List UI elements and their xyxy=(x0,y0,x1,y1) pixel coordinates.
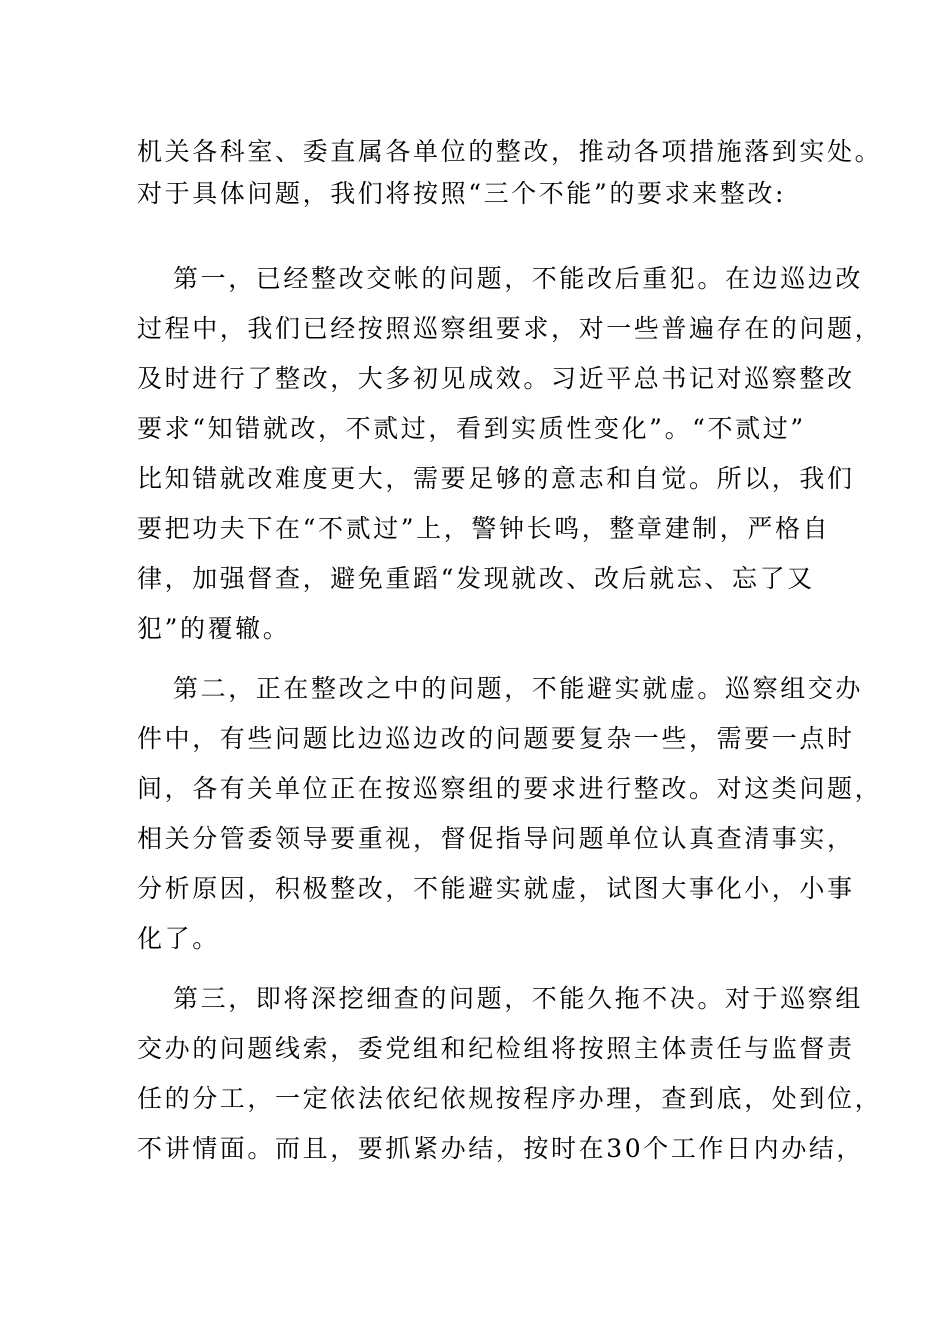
text-line: 犯”的覆辙。 xyxy=(137,614,291,643)
text-line: 不讲情面。而且，要抓紧办结，按时在30个工作日内办结， xyxy=(137,1134,865,1163)
text-line: 比知错就改难度更大，需要足够的意志和自觉。所以，我们 xyxy=(137,464,855,493)
text-line: 对于具体问题，我们将按照“三个不能”的要求来整改: xyxy=(137,179,786,208)
text-line: 机关各科室、委直属各单位的整改，推动各项措施落到实处。 xyxy=(137,137,883,166)
text-line: 化了。 xyxy=(137,924,220,953)
text-line: 任的分工，一定依法依纪依规按程序办理，查到底，处到位， xyxy=(137,1084,883,1113)
text-line: 过程中，我们已经按照巡察组要求，对一些普遍存在的问题， xyxy=(137,314,883,343)
paragraph-3-first-line: 第三，即将深挖细查的问题，不能久拖不决。对于巡察组 xyxy=(173,984,864,1013)
text-line: 件中，有些问题比边巡边改的问题要复杂一些，需要一点时 xyxy=(137,724,855,753)
text-line: 及时进行了整改，大多初见成效。习近平总书记对巡察整改 xyxy=(137,364,855,393)
text-line: 间，各有关单位正在按巡察组的要求进行整改。对这类问题， xyxy=(137,774,883,803)
text-line: 分析原因，积极整改，不能避实就虚，试图大事化小，小事 xyxy=(137,874,855,903)
paragraph-2-first-line: 第二，正在整改之中的问题，不能避实就虚。巡察组交办 xyxy=(173,674,864,703)
text-line: 相关分管委领导要重视，督促指导问题单位认真查清事实， xyxy=(137,824,855,853)
text-line: 交办的问题线索，委党组和纪检组将按照主体责任与监督责 xyxy=(137,1034,855,1063)
paragraph-1-first-line: 第一，已经整改交帐的问题，不能改后重犯。在边巡边改 xyxy=(173,264,864,293)
text-line: 要把功夫下在“不贰过”上，警钟长鸣，整章建制，严格自 xyxy=(137,514,831,543)
text-line: 律，加强督查，避免重蹈“发现就改、改后就忘、忘了又 xyxy=(137,564,815,593)
text-line: 要求“知错就改，不贰过，看到实质性变化”。“不贰过” xyxy=(137,414,806,443)
